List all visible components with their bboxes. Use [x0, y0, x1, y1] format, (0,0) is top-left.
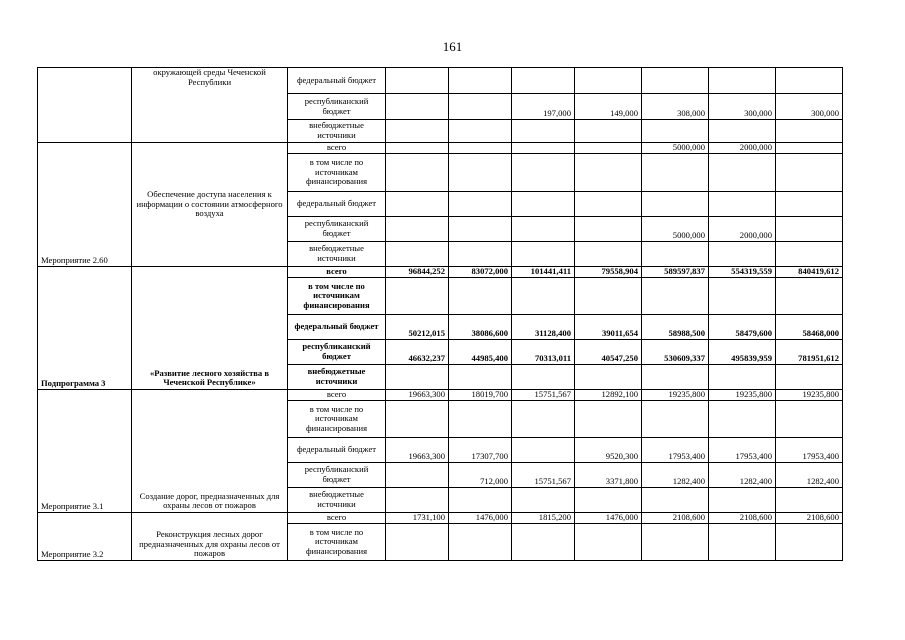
table-row — [38, 143, 843, 154]
budget-table — [37, 67, 843, 561]
amount-cell — [575, 365, 642, 390]
amount-cell — [512, 143, 575, 154]
amount-cell — [575, 524, 642, 561]
program-code: Подпрограмма 3 — [38, 267, 132, 390]
page-number: 161 — [442, 39, 463, 54]
amount-cell: 17953,400 — [642, 438, 709, 463]
funding-source: всего — [288, 267, 386, 278]
amount-cell — [512, 217, 575, 242]
amount-cell: 1815,200 — [512, 513, 575, 524]
amount-cell — [575, 242, 642, 267]
amount-cell: 101441,411 — [512, 267, 575, 278]
budget-table-body — [38, 68, 843, 561]
table-row — [38, 513, 843, 524]
amount-cell: 781951,612 — [776, 340, 843, 365]
amount-cell — [709, 192, 776, 217]
amount-cell: 46632,237 — [386, 340, 449, 365]
amount-cell: 19235,800 — [709, 390, 776, 401]
amount-cell — [386, 488, 449, 513]
amount-cell — [776, 278, 843, 315]
funding-source: всего — [288, 390, 386, 401]
amount-cell: 44985,400 — [449, 340, 512, 365]
amount-cell — [575, 143, 642, 154]
amount-cell — [386, 143, 449, 154]
amount-cell — [386, 68, 449, 94]
funding-source: федеральный бюджет — [288, 192, 386, 217]
amount-cell — [449, 488, 512, 513]
amount-cell — [449, 524, 512, 561]
amount-cell — [449, 154, 512, 192]
amount-cell — [386, 463, 449, 488]
amount-cell — [449, 120, 512, 143]
funding-source: в том числе по источникам финансирования — [288, 278, 386, 315]
amount-cell: 19235,800 — [776, 390, 843, 401]
amount-cell — [512, 278, 575, 315]
amount-cell — [575, 488, 642, 513]
amount-cell — [709, 401, 776, 438]
funding-source: в том числе по источникам финансирования — [288, 524, 386, 561]
amount-cell — [642, 192, 709, 217]
amount-cell — [449, 192, 512, 217]
amount-cell: 1731,100 — [386, 513, 449, 524]
amount-cell — [386, 524, 449, 561]
funding-source: республиканский бюджет — [288, 94, 386, 120]
funding-source: федеральный бюджет — [288, 315, 386, 340]
funding-source: федеральный бюджет — [288, 438, 386, 463]
amount-cell — [386, 401, 449, 438]
amount-cell — [776, 143, 843, 154]
program-code: Мероприятие 3.2 — [38, 513, 132, 561]
amount-cell — [386, 365, 449, 390]
amount-cell — [575, 120, 642, 143]
amount-cell — [642, 401, 709, 438]
table-row — [38, 68, 843, 94]
amount-cell: 2000,000 — [709, 217, 776, 242]
amount-cell: 495839,959 — [709, 340, 776, 365]
amount-cell — [386, 94, 449, 120]
amount-cell — [709, 488, 776, 513]
amount-cell — [386, 242, 449, 267]
amount-cell: 149,000 — [575, 94, 642, 120]
amount-cell: 3371,800 — [575, 463, 642, 488]
amount-cell: 17953,400 — [776, 438, 843, 463]
amount-cell — [642, 68, 709, 94]
amount-cell: 58988,500 — [642, 315, 709, 340]
amount-cell: 50212,015 — [386, 315, 449, 340]
amount-cell: 18019,700 — [449, 390, 512, 401]
amount-cell: 1282,400 — [642, 463, 709, 488]
amount-cell — [512, 524, 575, 561]
amount-cell — [776, 524, 843, 561]
amount-cell — [449, 401, 512, 438]
program-code — [38, 68, 132, 143]
amount-cell: 38086,600 — [449, 315, 512, 340]
amount-cell: 15751,567 — [512, 390, 575, 401]
amount-cell — [512, 192, 575, 217]
amount-cell: 96844,252 — [386, 267, 449, 278]
funding-source: в том числе по источникам финансирования — [288, 154, 386, 192]
amount-cell: 19235,800 — [642, 390, 709, 401]
amount-cell — [776, 154, 843, 192]
amount-cell — [575, 154, 642, 192]
program-code: Мероприятие 2.60 — [38, 143, 132, 267]
amount-cell: 530609,337 — [642, 340, 709, 365]
amount-cell — [512, 401, 575, 438]
amount-cell — [386, 154, 449, 192]
amount-cell — [449, 278, 512, 315]
amount-cell — [449, 68, 512, 94]
amount-cell: 197,000 — [512, 94, 575, 120]
funding-source: федеральный бюджет — [288, 68, 386, 94]
amount-cell — [512, 68, 575, 94]
amount-cell — [642, 488, 709, 513]
amount-cell — [512, 488, 575, 513]
amount-cell — [776, 68, 843, 94]
funding-source: республиканский бюджет — [288, 340, 386, 365]
amount-cell — [449, 217, 512, 242]
amount-cell — [642, 242, 709, 267]
amount-cell — [776, 242, 843, 267]
amount-cell — [709, 120, 776, 143]
amount-cell — [512, 242, 575, 267]
amount-cell — [709, 68, 776, 94]
amount-cell — [642, 524, 709, 561]
funding-source: внебюджетные источники — [288, 120, 386, 143]
amount-cell — [776, 488, 843, 513]
amount-cell — [449, 94, 512, 120]
amount-cell — [709, 242, 776, 267]
amount-cell: 83072,000 — [449, 267, 512, 278]
amount-cell — [642, 278, 709, 315]
funding-source: всего — [288, 143, 386, 154]
amount-cell: 712,000 — [449, 463, 512, 488]
funding-source: внебюджетные источники — [288, 242, 386, 267]
amount-cell: 17307,700 — [449, 438, 512, 463]
amount-cell: 1282,400 — [709, 463, 776, 488]
amount-cell: 39011,654 — [575, 315, 642, 340]
amount-cell: 19663,300 — [386, 438, 449, 463]
funding-source: внебюджетные источники — [288, 365, 386, 390]
amount-cell: 2000,000 — [709, 143, 776, 154]
amount-cell: 19663,300 — [386, 390, 449, 401]
amount-cell — [642, 120, 709, 143]
amount-cell: 70313,011 — [512, 340, 575, 365]
amount-cell — [776, 365, 843, 390]
amount-cell: 840419,612 — [776, 267, 843, 278]
table-row — [38, 267, 843, 278]
program-name: Обеспечение доступа населения к информации о состоянии атмосферного воздуха — [132, 143, 288, 267]
amount-cell: 31128,400 — [512, 315, 575, 340]
amount-cell — [449, 143, 512, 154]
amount-cell — [776, 120, 843, 143]
amount-cell: 2108,600 — [776, 513, 843, 524]
program-name: Реконструкция лесных дорог предназначенных для охраны лесов от пожаров — [132, 513, 288, 561]
amount-cell — [575, 68, 642, 94]
funding-source: внебюджетные источники — [288, 488, 386, 513]
amount-cell — [776, 217, 843, 242]
amount-cell — [386, 217, 449, 242]
funding-source: в том числе по источникам финансирования — [288, 401, 386, 438]
amount-cell — [575, 278, 642, 315]
amount-cell — [449, 365, 512, 390]
amount-cell — [512, 438, 575, 463]
program-code: Мероприятие 3.1 — [38, 390, 132, 513]
amount-cell — [709, 365, 776, 390]
amount-cell: 300,000 — [776, 94, 843, 120]
funding-source: всего — [288, 513, 386, 524]
amount-cell: 300,000 — [709, 94, 776, 120]
amount-cell: 589597,837 — [642, 267, 709, 278]
amount-cell — [512, 120, 575, 143]
amount-cell: 9520,300 — [575, 438, 642, 463]
amount-cell — [386, 192, 449, 217]
funding-source: республиканский бюджет — [288, 463, 386, 488]
amount-cell — [386, 120, 449, 143]
amount-cell — [512, 365, 575, 390]
amount-cell: 1282,400 — [776, 463, 843, 488]
amount-cell — [709, 524, 776, 561]
program-name: Создание дорог, предназначенных для охраны лесов от пожаров — [132, 390, 288, 513]
amount-cell — [386, 278, 449, 315]
amount-cell: 12892,100 — [575, 390, 642, 401]
amount-cell — [709, 278, 776, 315]
amount-cell — [776, 401, 843, 438]
amount-cell: 15751,567 — [512, 463, 575, 488]
amount-cell — [575, 192, 642, 217]
table-row — [38, 390, 843, 401]
amount-cell — [709, 154, 776, 192]
amount-cell: 79558,904 — [575, 267, 642, 278]
amount-cell — [642, 365, 709, 390]
amount-cell: 1476,000 — [575, 513, 642, 524]
amount-cell: 2108,600 — [642, 513, 709, 524]
amount-cell: 58468,000 — [776, 315, 843, 340]
amount-cell — [575, 217, 642, 242]
funding-source: республиканский бюджет — [288, 217, 386, 242]
amount-cell: 5000,000 — [642, 217, 709, 242]
amount-cell — [512, 154, 575, 192]
amount-cell — [776, 192, 843, 217]
amount-cell — [575, 401, 642, 438]
amount-cell: 1476,000 — [449, 513, 512, 524]
amount-cell: 58479,600 — [709, 315, 776, 340]
program-name: «Развитие лесного хозяйства в Чеченской Республике» — [132, 267, 288, 390]
amount-cell: 554319,559 — [709, 267, 776, 278]
amount-cell: 40547,250 — [575, 340, 642, 365]
program-name: окружающей среды Чеченской Республики — [132, 68, 288, 143]
amount-cell: 308,000 — [642, 94, 709, 120]
amount-cell: 5000,000 — [642, 143, 709, 154]
amount-cell: 2108,600 — [709, 513, 776, 524]
amount-cell — [449, 242, 512, 267]
amount-cell — [642, 154, 709, 192]
amount-cell: 17953,400 — [709, 438, 776, 463]
